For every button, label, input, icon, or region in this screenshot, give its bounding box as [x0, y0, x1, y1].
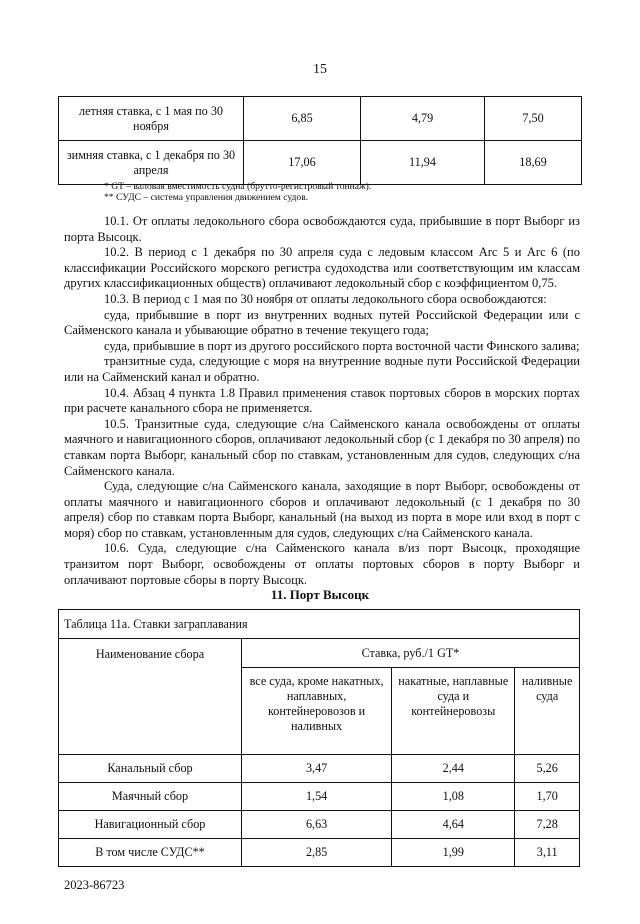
table-footnotes	[104, 181, 371, 203]
document-number: 2023-86723	[64, 878, 125, 892]
page-number: 15	[313, 62, 327, 77]
value-cell: 5,26	[515, 755, 580, 783]
footnote-suds: ** СУДС – система управления движением судов.	[104, 192, 309, 203]
column-header: накатные, наплавные суда и контейнеровозы	[392, 668, 515, 755]
paragraph: 10.2. В период с 1 декабря по 30 апреля суда с ледовым классом Arc 5 и Arc 6 (по классификации Российского морского регистра судоходства или соответствующим им классам других классификационных обществ) оплачивают ледокольный сбор с коэффициентом 0,75.	[64, 245, 580, 291]
fee-name: Навигационный сбор	[59, 811, 242, 839]
table-row	[59, 755, 580, 783]
value-cell: 6,63	[242, 811, 392, 839]
body-text	[64, 214, 580, 588]
caption-row	[59, 610, 580, 639]
value-cell: 4,64	[392, 811, 515, 839]
value-cell: 6,85	[244, 97, 361, 141]
table-row	[59, 811, 580, 839]
value-cell: 1,70	[515, 783, 580, 811]
paragraph: 10.3. В период с 1 мая по 30 ноября от оплаты ледокольного сбора освобождаются:	[104, 291, 547, 306]
fee-name: Канальный сбор	[59, 755, 242, 783]
port-vysotsk-rates-table	[58, 609, 580, 867]
column-header: все суда, кроме накатных, наплавных, контейнеровозов и наливных	[242, 668, 392, 755]
footnote-gt: * GT – валовая вместимость судна (брутто-регистровый тоннаж).	[104, 181, 372, 192]
paragraph: 10.1. От оплаты ледокольного сбора освобождаются суда, прибывшие в порт Выборг из порта Высоцк.	[64, 214, 580, 244]
value-cell: 11,94	[361, 141, 485, 185]
value-cell: 7,50	[485, 97, 582, 141]
value-cell: 1,99	[392, 839, 515, 867]
table-row	[59, 97, 582, 141]
column-header: наливные суда	[515, 668, 580, 755]
value-cell: 7,28	[515, 811, 580, 839]
value-cell: 3,11	[515, 839, 580, 867]
value-cell: 3,47	[242, 755, 392, 783]
paragraph: суда, прибывшие в порт из внутренних водных путей Российской Федерации или с Сайменского канала и убывающие обратно в течение текущего года;	[64, 307, 580, 338]
row-label: летняя ставка, с 1 мая по 30 ноября	[59, 97, 244, 141]
value-cell: 18,69	[485, 141, 582, 185]
paragraph: 10.5. Транзитные суда, следующие с/на Сайменского канала освобождены от оплаты маячного и навигационного сборов, оплачивают ледокольный сбор (с 1 декабря по 30 апреля) по ставкам порта Выборг, канальный сбор по ставкам, установленным для судов, следующих с/на Сайменского канала.	[64, 416, 580, 478]
rates-continuation-table	[58, 96, 582, 185]
paragraph: 10.6. Суда, следующие с/на Сайменского канала в/из порт Высоцк, проходящие транзитом порт Выборг, освобождены от оплаты портовых сборов в порту Выборг и оплачивают портовые сборы в порту Высоцк.	[64, 541, 580, 587]
section-title: 11. Порт Высоцк	[270, 587, 370, 602]
value-cell: 1,54	[242, 783, 392, 811]
paragraph: суда, прибывшие в порт из другого российского порта восточной части Финского залива;	[104, 338, 580, 353]
fee-name-header: Наименование сбора	[59, 639, 242, 755]
fee-name: В том числе СУДС**	[59, 839, 242, 867]
value-cell: 2,85	[242, 839, 392, 867]
paragraph: Суда, следующие с/на Сайменского канала, заходящие в порт Выборг, освобождены от оплаты маячного и навигационного сборов и оплачивают ледокольный (с 1 декабря по 30 апреля) сбор по ставкам порта Выборг, канальный (на выход из порта в море или вход в порт с моря) сбор по ставкам, установленным для судов, следующих с/на Сайменского канала.	[64, 479, 580, 540]
value-cell: 1,08	[392, 783, 515, 811]
table-row	[59, 839, 580, 867]
table-row	[59, 141, 582, 185]
table-row	[59, 783, 580, 811]
header-row	[59, 639, 580, 668]
paragraph: транзитные суда, следующие с моря на внутренние водные пути Российской Федерации или на Сайменский канал и обратно.	[64, 354, 580, 384]
fee-name: Маячный сбор	[59, 783, 242, 811]
paragraph: 10.4. Абзац 4 пункта 1.8 Правил применения ставок портовых сборов в морских портах при расчете канального сбора не применяется.	[64, 385, 580, 416]
rate-header: Ставка, руб./1 GT*	[242, 639, 580, 668]
value-cell: 4,79	[361, 97, 485, 141]
value-cell: 2,44	[392, 755, 515, 783]
table-caption: Таблица 11а. Ставки заграплавания	[59, 610, 580, 639]
row-label: зимняя ставка, с 1 декабря по 30 апреля	[59, 141, 244, 185]
value-cell: 17,06	[244, 141, 361, 185]
